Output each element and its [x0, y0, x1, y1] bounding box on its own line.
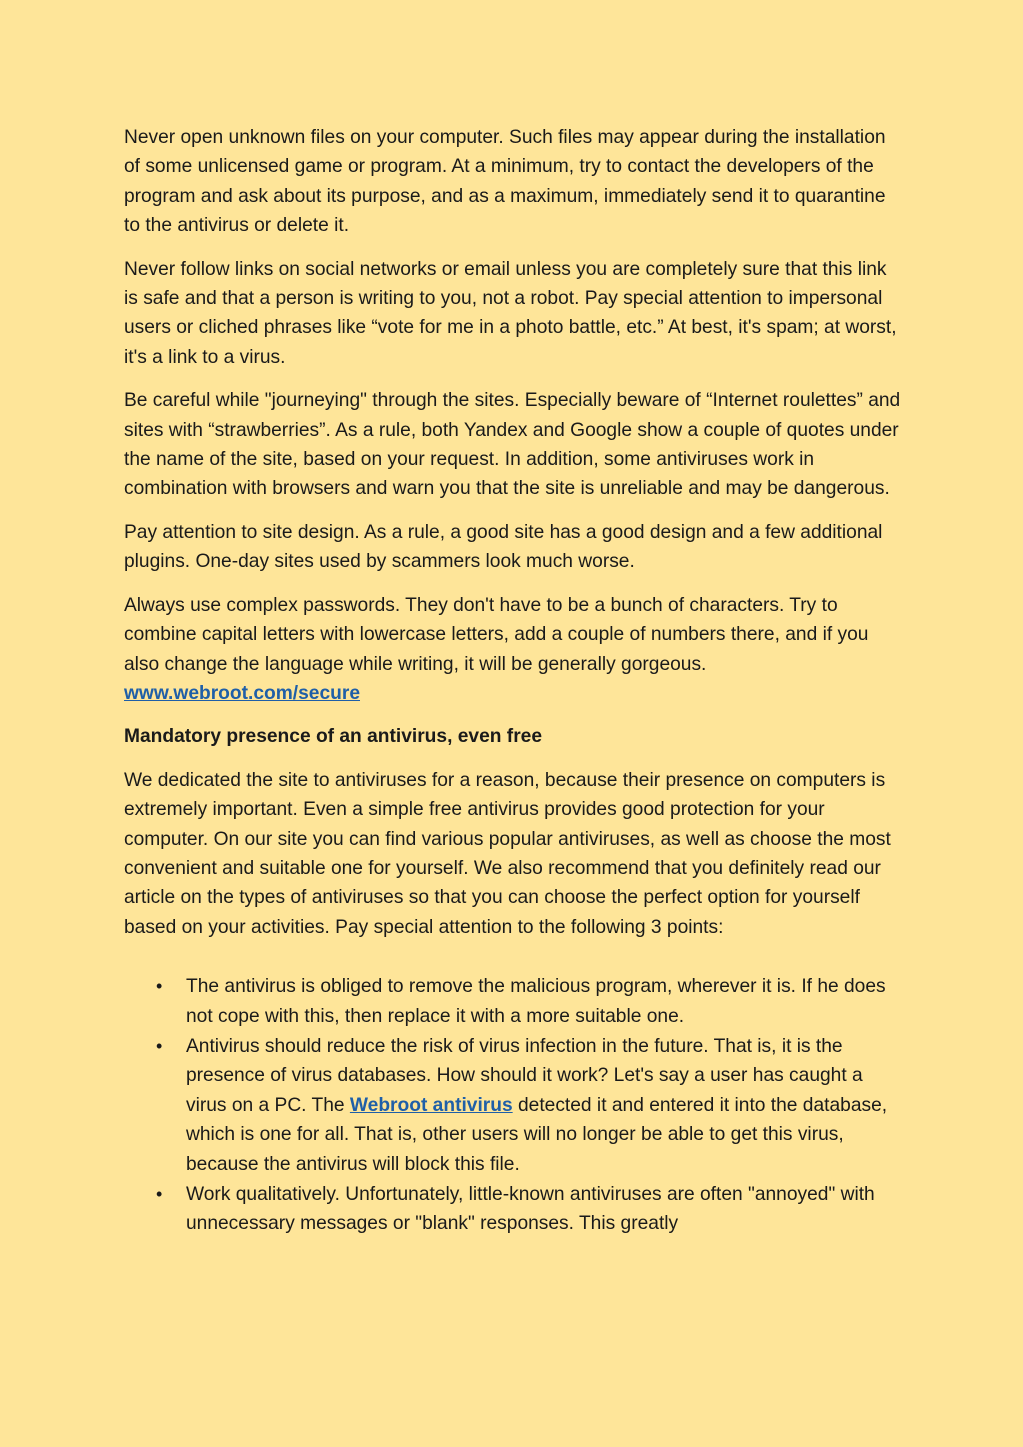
bullet-icon: •: [156, 1184, 163, 1204]
document-page: [124, 123, 904, 1240]
section-heading: Mandatory presence of an antivirus, even free: [124, 726, 543, 748]
bullet-icon: •: [156, 976, 163, 997]
bullet-icon: •: [156, 1035, 163, 1056]
list-item: [124, 1180, 904, 1239]
webroot-secure-link[interactable]: www.webroot.com/secure: [124, 682, 360, 704]
paragraph-site-design: Pay attention to site design. As a rule, a good site has a good design and a few additional plugins. One-day sites used by scammers look much worse.: [124, 521, 883, 573]
paragraph-intro: We dedicated the site to antiviruses for a reason, because their presence on computers is extremely important. Even a simple free antivirus provides good protection for your computer. On our site you can find various popular antiviruses, as well as choose the most convenient and suitable one for yourself. We also recommend that you definitely read our article on the types of antiviruses so that you can choose the perfect option for yourself based on your activities. Pay special attention to the following 3 points:: [124, 769, 891, 938]
list-item: [124, 972, 904, 1031]
paragraph-follow-links: Never follow links on social networks or email unless you are completely sure that this link is safe and that a person is writing to you, not a robot. Pay special attention to impersonal users or cliched phrases like “vote for me in a photo battle, etc.” At best, it's spam; at worst, it's a link to a virus.: [124, 258, 897, 368]
list-item-text: Work qualitatively. Unfortunately, little-known antiviruses are often "annoyed" with unnecessary messages or "blank" responses. This greatly: [186, 1184, 875, 1235]
webroot-antivirus-link[interactable]: Webroot antivirus: [349, 1094, 513, 1116]
passwords-text: Always use complex passwords. They don't have to be a bunch of characters. Try to combine capital letters with lowercase letters, add a couple of numbers there, and if you also change the language while writing, it will be generally gorgeous.: [124, 594, 869, 675]
paragraph-unknown-files: Never open unknown files on your computer. Such files may appear during the installation of some unlicensed game or program. At a minimum, try to contact the developers of the program and ask about its purpose, and as a maximum, immediately send it to quarantine to the antivirus or delete it.: [124, 127, 886, 237]
list-item-text-after: detected it and entered it into the database, which is one for all. That is, other users will no longer be able to get this virus, because the antivirus will block this file.: [186, 1094, 888, 1175]
points-list: [124, 972, 904, 1239]
list-item-text: The antivirus is obliged to remove the malicious program, wherever it is. If he does not cope with this, then replace it with a more suitable one.: [186, 976, 886, 1027]
paragraph-journeying: Be careful while "journeying" through the sites. Especially beware of “Internet roulettes” and sites with “strawberries”. As a rule, both Yandex and Google show a couple of quotes under the name of the site, based on your request. In addition, some antiviruses work in combination with browsers and warn you that the site is unreliable and may be dangerous.: [124, 390, 901, 500]
list-item-text-before: Antivirus should reduce the risk of virus infection in the future. That is, it is the presence of virus databases. How should it work? Let's say a user has caught a virus on a PC. The: [186, 1035, 863, 1116]
paragraph-passwords: [124, 591, 904, 709]
list-item: [124, 1032, 904, 1179]
